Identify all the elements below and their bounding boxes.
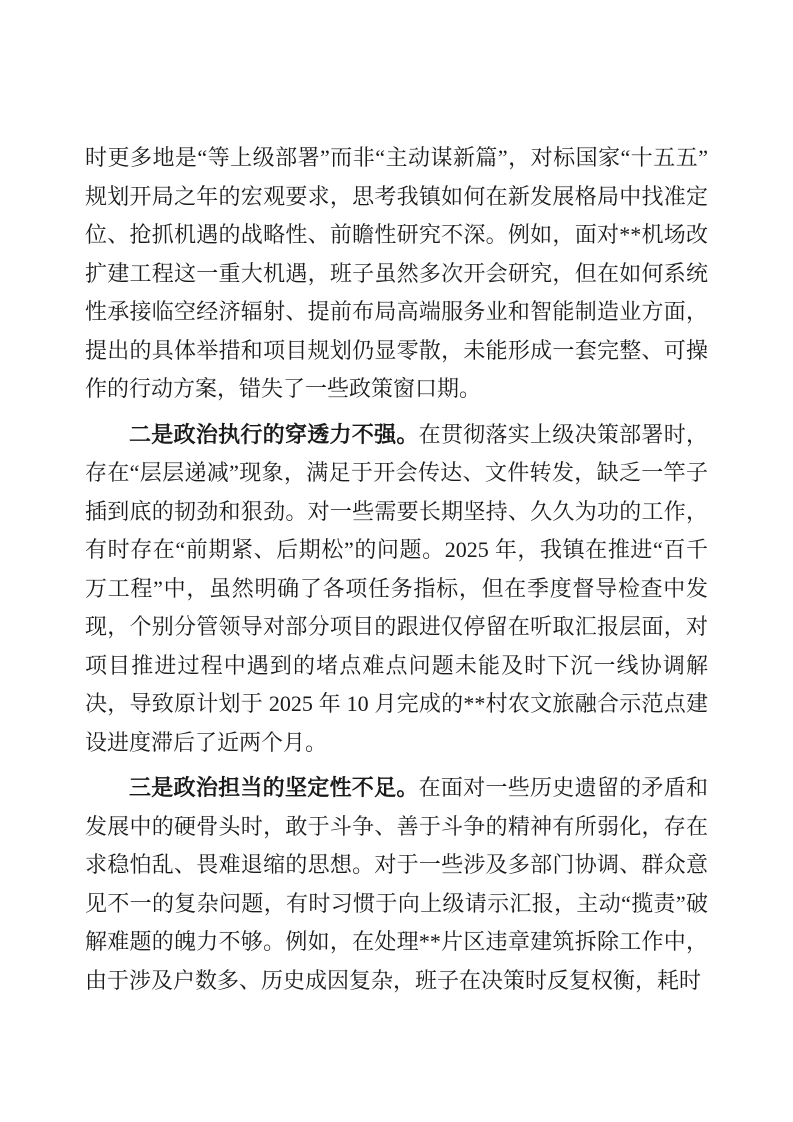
paragraph-text: 在面对一些历史遗留的矛盾和发展中的硬骨头时，敢于斗争、善于斗争的精神有所弱化，存在求稳怕乱、畏难退缩的思想。对于一些涉及多部门协调、群众意见不一的复杂问题，有时习惯于向上级请示汇报，主动“揽责”破解难题的魄力不够。例如，在处理**片区违章建筑拆除工作中，由于涉及户数多、历史成因复杂，班子在决策时反复权衡，耗时 xyxy=(85,775,708,993)
paragraph-continuation xyxy=(85,139,708,409)
paragraph-text: 时更多地是“等上级部署”而非“主动谋新篇”，对标国家“十五五”规划开局之年的宏观要求，思考我镇如何在新发展格局中找准定位、抢抓机遇的战略性、前瞻性研究不深。例如，面对**机场改扩建工程这一重大机遇，班子虽然多次开会研究，但在如何系统性承接临空经济辐射、提前布局高端服务业和智能制造业方面，提出的具体举措和项目规划仍显零散，未能形成一套完整、可操作的行动方案，错失了一些政策窗口期。 xyxy=(85,145,708,401)
paragraph-point-two xyxy=(85,416,708,763)
paragraph-text: 在贯彻落实上级决策部署时，存在“层层递减”现象，满足于开会传达、文件转发，缺乏一竿子插到底的韧劲和狠劲。对一些需要长期坚持、久久为功的工作，有时存在“前期紧、后期松”的问题。2025 年，我镇在推进“百千万工程”中，虽然明确了各项任务指标，但在季度督导检查中发现，个别分管领导对部分项目的跟进仅停留在听取汇报层面，对项目推进过程中遇到的堵点难点问题未能及时下沉一线协调解决，导致原计划于 2025 年 10 月完成的**村农文旅融合示范点建设进度滞后了近两个月。 xyxy=(85,421,708,755)
paragraph-point-three xyxy=(85,769,708,1000)
paragraph-lead: 二是政治执行的穿透力不强。 xyxy=(129,421,419,447)
document-body xyxy=(85,139,708,1000)
paragraph-lead: 三是政治担当的坚定性不足。 xyxy=(129,775,419,800)
